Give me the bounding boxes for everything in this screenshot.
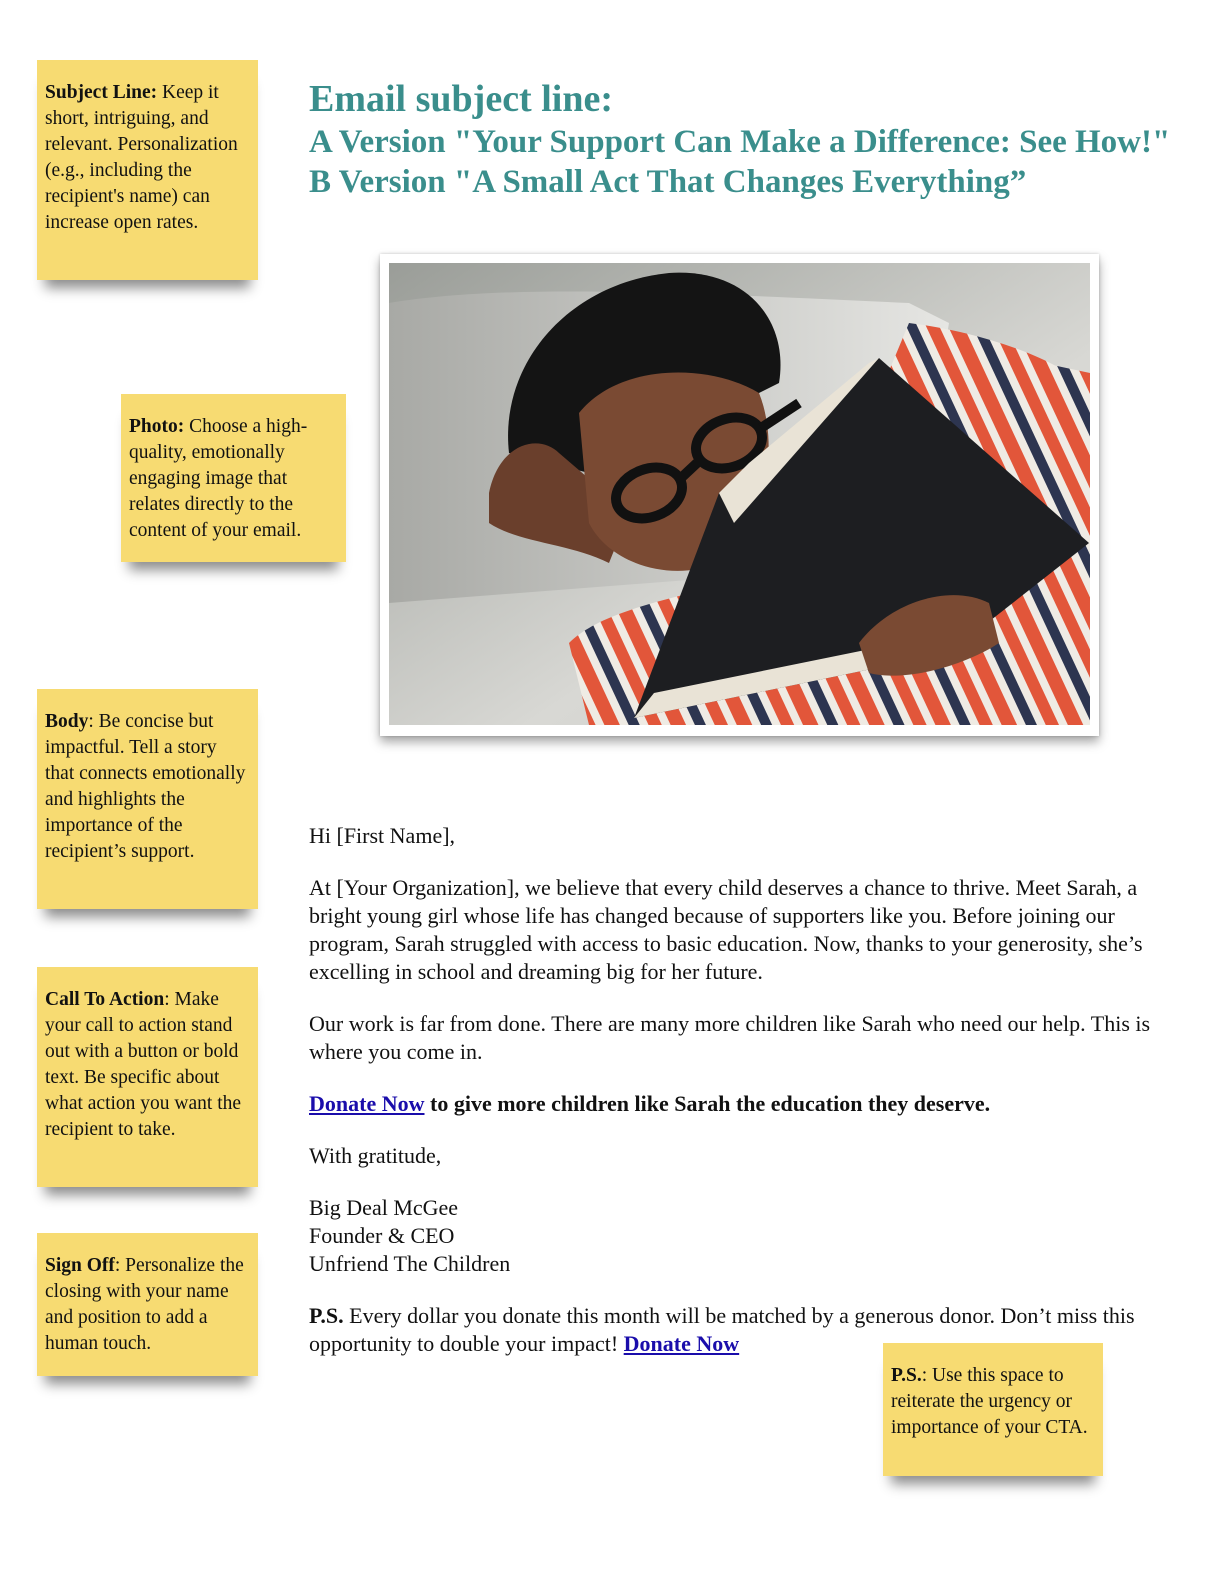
ps-label: P.S. — [309, 1303, 344, 1328]
subject-heading-title: Email subject line: — [309, 78, 613, 120]
note-sign-off — [37, 1233, 258, 1376]
signature-title: Founder & CEO — [309, 1223, 455, 1248]
email-closing: With gratitude, — [309, 1143, 442, 1168]
note-signoff-label: Sign Off — [45, 1255, 115, 1276]
note-photo-text: Choose a high-quality, emotionally engaging image that relates directly to the content of your email. — [129, 416, 308, 541]
ps-donate-now-link[interactable]: Donate Now — [623, 1331, 740, 1356]
note-body — [37, 689, 258, 909]
note-subject-label: Subject Line: — [45, 82, 158, 103]
note-subject-text: Keep it short, intriguing, and relevant. Personalization (e.g., including the recipient's name) can increase open rates. — [45, 82, 238, 233]
note-ps-label: P.S. — [891, 1365, 922, 1386]
signature-organization: Unfriend The Children — [309, 1251, 511, 1276]
email-paragraph-need: Our work is far from done. There are many more children like Sarah who need our help. This is where you come in. — [309, 1011, 1151, 1064]
email-body — [309, 822, 1169, 1382]
donate-now-link[interactable]: Donate Now — [309, 1091, 425, 1116]
email-greeting: Hi [First Name], — [309, 823, 456, 848]
hero-photo — [380, 254, 1099, 736]
signature-name: Big Deal McGee — [309, 1195, 459, 1220]
note-photo-label: Photo: — [129, 416, 185, 437]
note-signoff-text: : Personalize the closing with your name and position to add a human touch. — [45, 1255, 244, 1354]
girl-reading-book-image — [389, 263, 1090, 725]
note-call-to-action — [37, 967, 258, 1187]
note-body-label: Body — [45, 711, 89, 732]
note-body-text: : Be concise but impactful. Tell a story that connects emotionally and highlights the importance of the recipient’s support. — [45, 711, 246, 862]
subject-version-a: A Version "Your Support Can Make a Difference: See How!" — [309, 124, 1171, 160]
note-photo — [121, 394, 346, 562]
note-ps-text: : Use this space to reiterate the urgency or importance of your CTA. — [891, 1365, 1088, 1438]
subject-version-b: B Version "A Small Act That Changes Everything” — [309, 164, 1027, 200]
email-signature — [309, 1194, 1169, 1278]
email-paragraph-story: At [Your Organization], we believe that every child deserves a chance to thrive. Meet Sarah, a bright young girl whose life has changed because of supporters like you. Before joining our program, Sarah struggled with access to basic education. Now, thanks to your generosity, she’s excelling in school and dreaming big for her future. — [309, 875, 1143, 984]
ps-text: Every dollar you donate this month will be matched by a generous donor. Don’t miss this opportunity to double your impact! — [309, 1303, 1135, 1356]
email-postscript — [309, 1302, 1169, 1358]
note-cta-text: : Make your call to action stand out with a button or bold text. Be specific about what action you want the recipient to take. — [45, 989, 242, 1140]
note-subject-line — [37, 60, 258, 280]
email-subject-heading — [309, 76, 1199, 202]
email-cta-text: to give more children like Sarah the education they deserve. — [424, 1091, 991, 1116]
note-cta-label: Call To Action — [45, 989, 165, 1010]
email-cta — [309, 1090, 1169, 1118]
